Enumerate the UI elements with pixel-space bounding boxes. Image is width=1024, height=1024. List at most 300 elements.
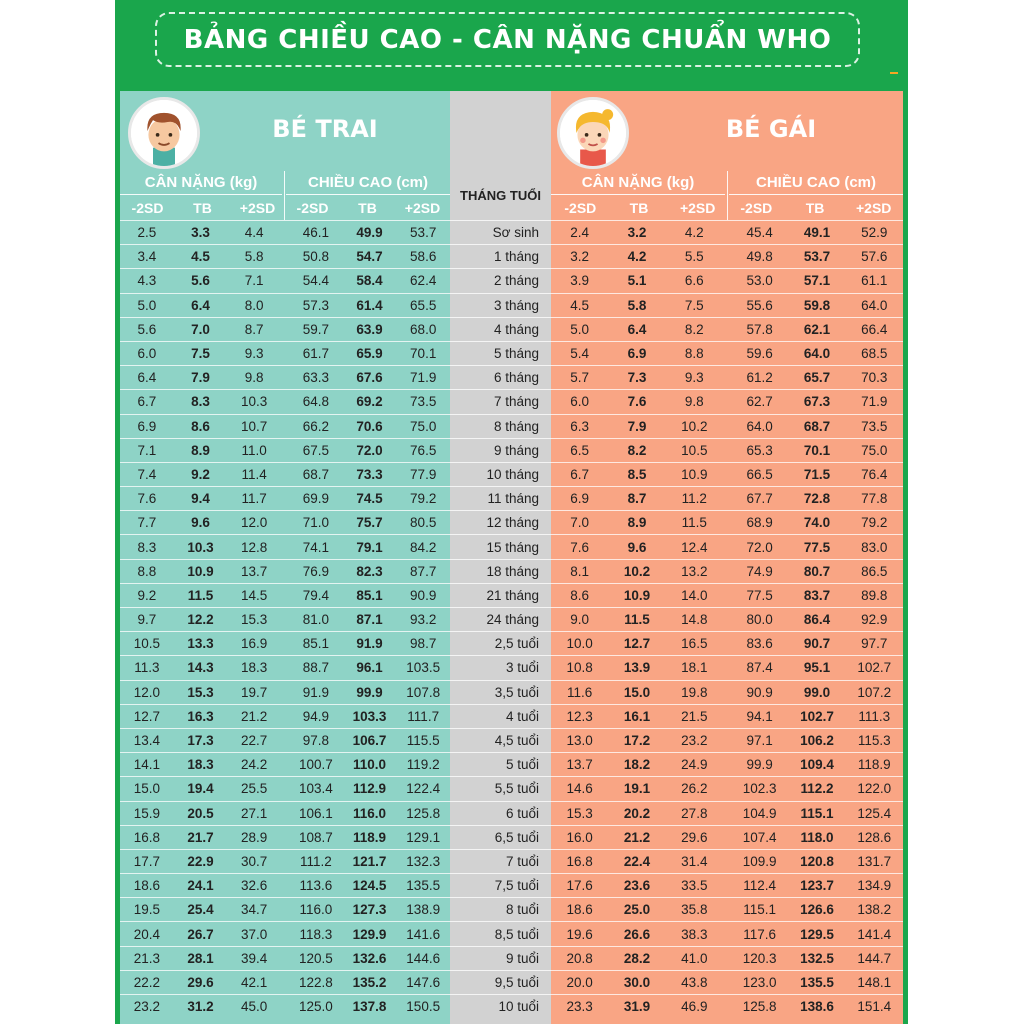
table-cell: 125.8 xyxy=(742,999,777,1015)
table-cell: 6.3 xyxy=(570,418,590,434)
column-gap xyxy=(723,535,731,558)
table-cell: 16.8 xyxy=(566,853,593,869)
table-cell: 38.3 xyxy=(681,926,708,942)
table-cell: 12.2 xyxy=(187,612,214,628)
table-cell: 19.6 xyxy=(566,926,593,942)
age-label: 3 tháng xyxy=(493,297,539,313)
table-cell: 21.7 xyxy=(187,829,214,845)
table-cell: 138.6 xyxy=(800,999,834,1015)
column-gap xyxy=(281,753,289,776)
table-cell: 86.4 xyxy=(803,612,831,628)
age-row xyxy=(450,921,551,945)
table-cell: 19.1 xyxy=(623,781,651,797)
table-row xyxy=(551,994,903,1018)
table-cell: 70.3 xyxy=(861,370,888,386)
table-cell: 66.4 xyxy=(861,321,888,337)
table-cell: 7.3 xyxy=(627,370,647,386)
table-cell: 102.7 xyxy=(800,708,834,724)
table-cell: 10.2 xyxy=(681,418,708,434)
table-row xyxy=(120,414,450,438)
table-cell: 7.0 xyxy=(191,321,210,337)
table-cell: 10.9 xyxy=(623,587,651,603)
column-gap xyxy=(723,608,731,631)
table-cell: 7.1 xyxy=(137,442,157,458)
table-cell: 22.2 xyxy=(133,974,160,990)
girl-column-headers xyxy=(551,196,903,220)
age-label: 7 tháng xyxy=(493,394,539,410)
table-cell: 21.5 xyxy=(681,708,708,724)
table-cell: 65.5 xyxy=(410,297,437,313)
table-cell: 89.8 xyxy=(861,587,888,603)
table-cell: 141.4 xyxy=(857,926,892,942)
table-cell: 115.3 xyxy=(857,733,891,749)
table-cell: 109.4 xyxy=(800,757,834,773)
age-row xyxy=(450,680,551,704)
table-cell: 7.0 xyxy=(570,515,590,531)
table-cell: 90.7 xyxy=(803,636,831,652)
age-row xyxy=(450,438,551,462)
table-cell: 29.6 xyxy=(681,829,708,845)
column-gap xyxy=(281,874,289,897)
column-gap xyxy=(723,971,731,994)
table-cell: 12.0 xyxy=(241,515,268,531)
table-cell: 72.0 xyxy=(356,442,383,458)
table-cell: 57.8 xyxy=(746,321,773,337)
table-cell: 118.3 xyxy=(299,926,333,942)
table-cell: 26.2 xyxy=(681,781,708,797)
age-row xyxy=(450,317,551,341)
column-gap xyxy=(281,826,289,849)
table-cell: 4.5 xyxy=(191,249,210,265)
table-cell: 10.5 xyxy=(133,636,160,652)
table-cell: 8.9 xyxy=(627,515,647,531)
age-row xyxy=(450,486,551,510)
age-row xyxy=(450,946,551,970)
column-gap xyxy=(723,995,731,1018)
table-cell: 12.8 xyxy=(241,539,268,555)
table-row xyxy=(120,438,450,462)
table-cell: 15.3 xyxy=(566,805,593,821)
table-row xyxy=(120,776,450,800)
col-header: +2SD xyxy=(404,200,441,216)
table-cell: 12.0 xyxy=(133,684,160,700)
column-gap xyxy=(723,318,731,341)
column-gap xyxy=(723,656,731,679)
table-cell: 53.0 xyxy=(746,273,773,289)
table-cell: 112.4 xyxy=(743,878,777,894)
age-label: 11 tháng xyxy=(487,491,539,507)
table-cell: 109.9 xyxy=(742,853,777,869)
table-cell: 99.9 xyxy=(746,757,773,773)
table-cell: 7.6 xyxy=(627,394,647,410)
table-cell: 9.2 xyxy=(191,466,210,482)
table-cell: 90.9 xyxy=(410,587,437,603)
table-cell: 31.4 xyxy=(681,853,708,869)
table-cell: 18.1 xyxy=(681,660,708,676)
table-cell: 80.7 xyxy=(803,563,831,579)
column-gap xyxy=(723,826,731,849)
table-cell: 8.8 xyxy=(684,346,704,362)
table-cell: 113.6 xyxy=(299,878,333,894)
table-cell: 25.4 xyxy=(187,902,214,918)
table-cell: 99.0 xyxy=(803,684,831,700)
table-cell: 46.9 xyxy=(681,999,708,1015)
col-header: +2SD xyxy=(239,200,276,216)
table-cell: 124.5 xyxy=(352,878,387,894)
column-gap xyxy=(723,463,731,486)
column-gap xyxy=(281,777,289,800)
table-cell: 131.7 xyxy=(857,853,892,869)
table-cell: 10.2 xyxy=(623,563,651,579)
table-cell: 42.1 xyxy=(241,974,268,990)
column-gap xyxy=(723,560,731,583)
column-gap xyxy=(281,560,289,583)
table-cell: 15.0 xyxy=(133,781,160,797)
table-cell: 6.6 xyxy=(684,273,704,289)
age-label: 3,5 tuổi xyxy=(494,684,539,700)
girl-face-icon xyxy=(557,97,629,169)
table-row xyxy=(120,849,450,873)
age-label: 2 tháng xyxy=(493,273,539,289)
table-cell: 59.8 xyxy=(803,297,831,313)
column-gap xyxy=(281,995,289,1018)
girl-title: BÉ GÁI xyxy=(725,115,817,143)
table-cell: 84.2 xyxy=(410,539,437,555)
table-cell: 73.3 xyxy=(356,466,383,482)
age-label: 7,5 tuổi xyxy=(494,878,539,894)
table-cell: 132.6 xyxy=(352,950,387,966)
table-cell: 20.2 xyxy=(623,805,651,821)
table-row xyxy=(120,341,450,365)
age-row xyxy=(450,873,551,897)
table-cell: 7.5 xyxy=(191,346,210,362)
boy-face-icon xyxy=(128,97,200,169)
table-cell: 15.9 xyxy=(133,805,160,821)
table-cell: 116.0 xyxy=(299,902,333,918)
table-cell: 21.2 xyxy=(241,708,268,724)
column-gap xyxy=(723,632,731,655)
table-cell: 20.0 xyxy=(566,974,593,990)
table-cell: 68.9 xyxy=(746,515,773,531)
boy-panel xyxy=(120,91,450,1024)
age-label: 15 tháng xyxy=(486,539,539,555)
table-cell: 31.9 xyxy=(623,999,651,1015)
table-cell: 8.3 xyxy=(191,394,210,410)
table-cell: 71.5 xyxy=(803,466,831,482)
age-row xyxy=(450,510,551,534)
age-panel xyxy=(450,91,551,1024)
column-gap xyxy=(723,753,731,776)
table-cell: 14.8 xyxy=(681,612,708,628)
table-cell: 90.9 xyxy=(746,684,773,700)
table-cell: 13.0 xyxy=(566,733,593,749)
age-row xyxy=(450,341,551,365)
table-cell: 4.2 xyxy=(684,225,704,241)
table-cell: 9.7 xyxy=(137,612,157,628)
table-cell: 75.7 xyxy=(356,515,383,531)
table-cell: 94.9 xyxy=(302,708,329,724)
table-cell: 7.9 xyxy=(627,418,647,434)
age-label: 3 tuổi xyxy=(505,660,539,676)
table-cell: 144.7 xyxy=(857,950,892,966)
girl-weight-header: CÂN NẶNG (kg) xyxy=(551,171,725,195)
table-cell: 104.9 xyxy=(742,805,777,821)
table-cell: 77.8 xyxy=(861,491,888,507)
table-cell: 17.2 xyxy=(623,733,651,749)
col-header: TB xyxy=(805,200,825,216)
table-cell: 66.2 xyxy=(302,418,329,434)
table-cell: 82.3 xyxy=(356,563,383,579)
age-label: 18 tháng xyxy=(486,563,539,579)
table-row xyxy=(551,438,903,462)
table-cell: 23.6 xyxy=(623,878,651,894)
table-cell: 35.8 xyxy=(681,902,708,918)
table-cell: 79.1 xyxy=(356,539,383,555)
table-cell: 26.7 xyxy=(187,926,214,942)
table-cell: 6.5 xyxy=(570,442,590,458)
table-cell: 115.1 xyxy=(800,805,834,821)
table-cell: 134.9 xyxy=(857,878,892,894)
table-row xyxy=(120,801,450,825)
table-cell: 22.7 xyxy=(241,733,268,749)
table-row xyxy=(551,365,903,389)
age-row xyxy=(450,365,551,389)
table-cell: 5.6 xyxy=(137,321,157,337)
table-cell: 28.1 xyxy=(187,950,214,966)
table-cell: 69.2 xyxy=(356,394,383,410)
column-gap xyxy=(723,390,731,413)
table-cell: 30.7 xyxy=(241,853,268,869)
column-gap xyxy=(281,294,289,317)
age-label: 5 tuổi xyxy=(505,757,539,773)
table-cell: 16.1 xyxy=(623,708,651,724)
table-cell: 20.4 xyxy=(133,926,160,942)
table-cell: 76.9 xyxy=(302,563,329,579)
table-row xyxy=(120,220,450,244)
table-cell: 16.0 xyxy=(566,829,593,845)
table-cell: 6.4 xyxy=(137,370,157,386)
column-gap xyxy=(723,874,731,897)
age-label: 7 tuổi xyxy=(505,853,539,869)
age-row xyxy=(450,414,551,438)
table-cell: 8.2 xyxy=(627,442,647,458)
age-row xyxy=(450,728,551,752)
table-cell: 86.5 xyxy=(861,563,888,579)
age-row xyxy=(450,559,551,583)
table-cell: 67.3 xyxy=(803,394,831,410)
table-cell: 14.5 xyxy=(241,587,268,603)
table-cell: 108.7 xyxy=(298,829,333,845)
table-cell: 23.2 xyxy=(681,733,708,749)
table-cell: 107.4 xyxy=(742,829,777,845)
column-gap xyxy=(723,487,731,510)
table-cell: 111.7 xyxy=(407,708,440,724)
table-row xyxy=(120,389,450,413)
table-cell: 5.0 xyxy=(570,321,590,337)
age-label: 9,5 tuổi xyxy=(494,974,539,990)
table-cell: 32.6 xyxy=(241,878,268,894)
table-cell: 6.9 xyxy=(137,418,157,434)
table-cell: 7.7 xyxy=(137,515,157,531)
age-row xyxy=(450,825,551,849)
table-cell: 85.1 xyxy=(302,636,329,652)
table-cell: 111.2 xyxy=(299,853,332,869)
table-row xyxy=(120,607,450,631)
table-cell: 65.3 xyxy=(746,442,773,458)
table-cell: 15.0 xyxy=(623,684,651,700)
table-cell: 80.0 xyxy=(746,612,773,628)
column-gap xyxy=(281,463,289,486)
age-label: 9 tuổi xyxy=(505,950,539,966)
table-row xyxy=(120,462,450,486)
table-cell: 49.1 xyxy=(803,225,831,241)
table-row xyxy=(551,510,903,534)
age-row xyxy=(450,268,551,292)
table-cell: 98.7 xyxy=(410,636,437,652)
table-cell: 16.9 xyxy=(241,636,268,652)
table-cell: 10.3 xyxy=(241,394,268,410)
table-cell: 18.2 xyxy=(623,757,651,773)
table-cell: 10.9 xyxy=(187,563,214,579)
table-cell: 63.3 xyxy=(302,370,329,386)
column-gap xyxy=(281,415,289,438)
table-cell: 5.8 xyxy=(244,249,264,265)
table-cell: 5.5 xyxy=(684,249,704,265)
age-row xyxy=(450,994,551,1018)
table-cell: 5.0 xyxy=(137,297,157,313)
column-gap xyxy=(281,535,289,558)
column-gap xyxy=(281,681,289,704)
age-row xyxy=(450,293,551,317)
table-cell: 11.4 xyxy=(241,466,267,482)
table-cell: 74.1 xyxy=(302,539,329,555)
table-cell: 7.5 xyxy=(684,297,704,313)
table-cell: 5.4 xyxy=(570,346,590,362)
table-cell: 68.5 xyxy=(861,346,888,362)
table-row xyxy=(120,534,450,558)
table-cell: 65.7 xyxy=(803,370,831,386)
table-cell: 91.9 xyxy=(356,636,383,652)
page-title: BẢNG CHIỀU CAO - CÂN NẶNG CHUẨN WHO xyxy=(183,24,832,55)
table-cell: 2.5 xyxy=(137,225,157,241)
table-cell: 77.9 xyxy=(410,466,437,482)
table-cell: 83.6 xyxy=(746,636,773,652)
column-gap xyxy=(723,294,731,317)
accent-mark xyxy=(890,72,898,74)
table-cell: 83.7 xyxy=(803,587,831,603)
column-gap xyxy=(281,366,289,389)
age-label: 2,5 tuổi xyxy=(494,636,539,652)
table-cell: 12.3 xyxy=(566,708,593,724)
table-cell: 31.2 xyxy=(187,999,214,1015)
boy-title: BÉ TRAI xyxy=(272,115,378,143)
table-cell: 129.1 xyxy=(406,829,441,845)
table-cell: 16.3 xyxy=(187,708,214,724)
table-cell: 4.2 xyxy=(627,249,647,265)
table-cell: 120.3 xyxy=(742,950,777,966)
col-header: -2SD xyxy=(564,200,597,216)
table-cell: 125.4 xyxy=(857,805,892,821)
table-row xyxy=(120,946,450,970)
column-gap xyxy=(281,318,289,341)
table-row xyxy=(551,341,903,365)
table-cell: 18.3 xyxy=(241,660,268,676)
column-gap xyxy=(723,850,731,873)
table-cell: 120.8 xyxy=(800,853,834,869)
girl-header xyxy=(551,91,903,171)
table-row xyxy=(120,244,450,268)
table-cell: 17.3 xyxy=(187,733,214,749)
table-cell: 59.7 xyxy=(302,321,329,337)
table-cell: 74.0 xyxy=(803,515,831,531)
age-label: 6 tháng xyxy=(493,370,539,386)
column-gap xyxy=(723,415,731,438)
age-label: 21 tháng xyxy=(486,587,539,603)
table-row xyxy=(120,897,450,921)
column-gap xyxy=(281,584,289,607)
table-cell: 3.4 xyxy=(137,249,157,265)
column-gap xyxy=(723,729,731,752)
table-cell: 64.0 xyxy=(746,418,773,434)
table-cell: 96.1 xyxy=(356,660,383,676)
col-header: +2SD xyxy=(855,200,892,216)
table-cell: 13.9 xyxy=(623,660,651,676)
table-cell: 74.5 xyxy=(356,491,383,507)
table-row xyxy=(551,631,903,655)
table-cell: 13.7 xyxy=(241,563,268,579)
table-row xyxy=(120,583,450,607)
table-cell: 122.8 xyxy=(298,974,333,990)
boy-weight-header: CÂN NẶNG (kg) xyxy=(120,171,282,195)
table-cell: 9.3 xyxy=(244,346,264,362)
table-cell: 61.2 xyxy=(746,370,773,386)
column-gap xyxy=(281,705,289,728)
table-cell: 53.7 xyxy=(410,225,437,241)
table-cell: 8.7 xyxy=(627,491,647,507)
table-cell: 135.5 xyxy=(800,974,834,990)
table-cell: 49.8 xyxy=(746,249,773,265)
table-cell: 74.9 xyxy=(746,563,773,579)
table-cell: 22.9 xyxy=(187,853,214,869)
age-row xyxy=(450,389,551,413)
table-cell: 46.1 xyxy=(302,225,329,241)
table-row xyxy=(551,293,903,317)
table-cell: 28.2 xyxy=(623,950,651,966)
column-gap xyxy=(723,681,731,704)
table-cell: 11.6 xyxy=(567,684,593,700)
table-cell: 57.3 xyxy=(302,297,329,313)
table-cell: 14.6 xyxy=(566,781,593,797)
table-cell: 141.6 xyxy=(406,926,441,942)
table-cell: 121.7 xyxy=(352,853,387,869)
table-cell: 112.2 xyxy=(800,781,834,797)
table-cell: 129.5 xyxy=(800,926,834,942)
table-cell: 75.0 xyxy=(861,442,888,458)
table-row xyxy=(551,776,903,800)
table-cell: 128.6 xyxy=(857,829,892,845)
table-cell: 20.5 xyxy=(187,805,214,821)
table-cell: 13.7 xyxy=(566,757,593,773)
table-cell: 64.8 xyxy=(302,394,329,410)
table-cell: 118.0 xyxy=(800,829,834,845)
table-cell: 71.0 xyxy=(302,515,329,531)
age-row xyxy=(450,534,551,558)
table-cell: 7.4 xyxy=(137,466,157,482)
table-cell: 9.6 xyxy=(627,539,647,555)
table-cell: 12.4 xyxy=(681,539,708,555)
table-cell: 25.0 xyxy=(623,902,651,918)
age-row xyxy=(450,583,551,607)
